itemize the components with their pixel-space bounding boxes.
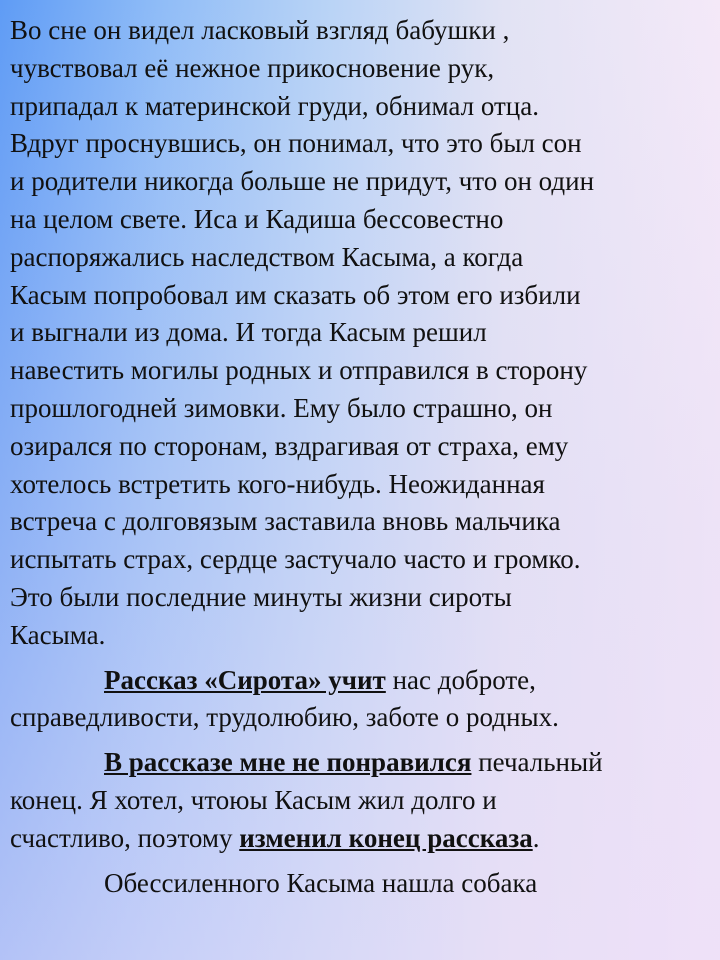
- new-ending-text: Обессиленного Касыма нашла собака: [104, 867, 538, 898]
- lesson-paragraph: [10, 662, 710, 738]
- opinion-paragraph: [10, 744, 710, 857]
- lesson-highlight: Рассказ «Сирота» учит: [104, 664, 386, 695]
- opinion-line-2: конец. Я хотел, чтоюы Касым жил долго и: [10, 784, 497, 815]
- opinion-line-3-end: .: [532, 822, 540, 853]
- opinion-line-1-rest: печальный: [471, 747, 603, 778]
- opinion-line-3-start: счастливо, поэтому: [10, 822, 240, 853]
- document-text: [10, 12, 710, 902]
- lesson-line-2: справедливости, трудолюбию, заботе о родных.: [10, 702, 559, 733]
- lesson-line-1-rest: нас доброте,: [385, 664, 536, 695]
- changed-ending-highlight: изменил конец рассказа: [239, 822, 533, 853]
- story-summary-paragraph: Во сне он видел ласковый взгляд бабушки , чувствовал её нежное прикосновение рук, припадал к материнской груди, обнимал отца. Вдруг проснувшись, он понимал, что это был сон и родители никогда больше не придут, что он один на целом свете. Иса и Кадиша бессовестно распоряжались наследством Касыма, а когда Касым попробовал им сказать об этом его избили и выгнали из дома. И тогда Касым решил навестить могилы родных и отправился в сторону прошлогодней зимовки. Ему было страшно, он озирался по сторонам, вздрагивая от страха, ему хотелось встретить кого-нибудь. Неожиданная встреча с долговязым заставила вновь мальчика испытать страх, сердце застучало часто и громко. Это были последние минуты жизни сироты Касыма.: [10, 15, 595, 650]
- new-ending-paragraph: [10, 865, 710, 903]
- opinion-highlight: В рассказе мне не понравился: [104, 747, 472, 778]
